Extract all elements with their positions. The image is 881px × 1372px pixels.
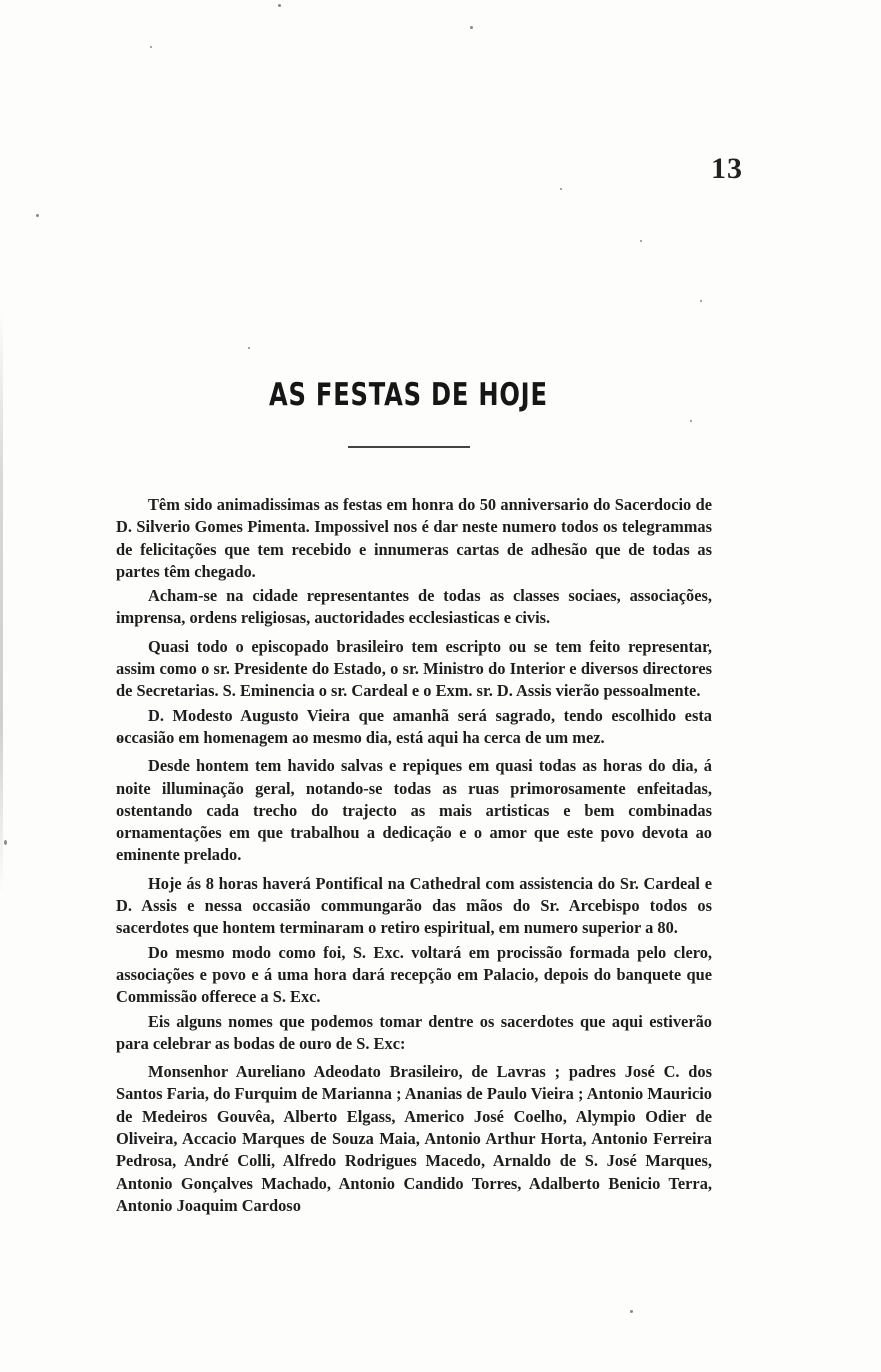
paragraph-2: Acham-se na cidade representantes de todas as classes sociaes, associações, imprensa, ordens religiosas, auctoridades ecclesiasticas e civis. <box>116 586 712 628</box>
paragraph-4: D. Modesto Augusto Vieira que amanhã será sagrado, tendo escolhido esta occasião em homenagem ao mesmo dia, está aqui ha cerca de um mez. <box>116 705 712 747</box>
title-divider <box>348 446 470 448</box>
article-body <box>116 494 712 1223</box>
paragraph-3: Quasi todo o episcopado brasileiro tem escripto ou se tem feito representar, assim como o sr. Presidente do Estado, o sr. Ministro do Interior e diversos directores de Secretarias. S. Eminencia o sr. Cardeal e o Exm. sr. D. Assis vierão pessoalmente. <box>116 636 712 701</box>
paragraph-8: Eis alguns nomes que podemos tomar dentre os sacerdotes que aqui estiverão para celebrar as bodas de ouro de S. Exc: <box>116 1011 712 1053</box>
paragraph-6: Hoje ás 8 horas haverá Pontifical na Cathedral com assistencia do Sr. Cardeal e D. Assis e nessa occasião commungarão das mãos do Sr. Arcebispo todos os sacerdotes que hontem terminaram o retiro espiritual, em numero superior a 80. <box>116 873 712 938</box>
paragraph-1: Têm sido animadissimas as festas em honra do 50 anniversario do Sacerdocio de D. Silverio Gomes Pimenta. Impossivel nos é dar neste numero todos os telegrammas de felicitações que tem recebido e innumeras cartas de adhesão que de todas as partes têm chegado. <box>116 495 712 581</box>
page-number: 13 <box>711 152 743 185</box>
paragraph-7: Do mesmo modo como foi, S. Exc. voltará em procissão formada pelo clero, associações e povo e á uma hora dará recepção em Palacio, depois do banquete que Commissão offerece a S. Exc. <box>116 942 712 1007</box>
paragraph-5: Desde hontem tem havido salvas e repiques em quasi todas as horas do dia, á noite illuminação geral, notando-se todas as ruas primorosamente enfeitadas, ostentando cada trecho do trajecto as mais artisticas e bem combinadas ornamentações em que trabalhou a dedicação e o amor que este povo devota ao eminente prelado. <box>116 756 712 865</box>
paragraph-9: Monsenhor Aureliano Adeodato Brasileiro, de Lavras ; padres José C. dos Santos Faria, do Furquim de Marianna ; Ananias de Paulo Vieira ; Antonio Mauricio de Medeiros Gouvêa, Alberto Elgass, Americo José Coelho, Alympio Odier de Oliveira, Accacio Marques de Souza Maia, Antonio Arthur Horta, Antonio Ferreira Pedrosa, André Colli, Alfredo Rodrigues Macedo, Arnaldo de S. José Marques, Antonio Gonçalves Machado, Antonio Candido Torres, Adalberto Benicio Terra, Antonio Joaquim Cardoso <box>116 1062 712 1215</box>
article-title: AS FESTAS DE HOJE <box>269 377 548 413</box>
page-edge-shadow <box>0 300 3 900</box>
